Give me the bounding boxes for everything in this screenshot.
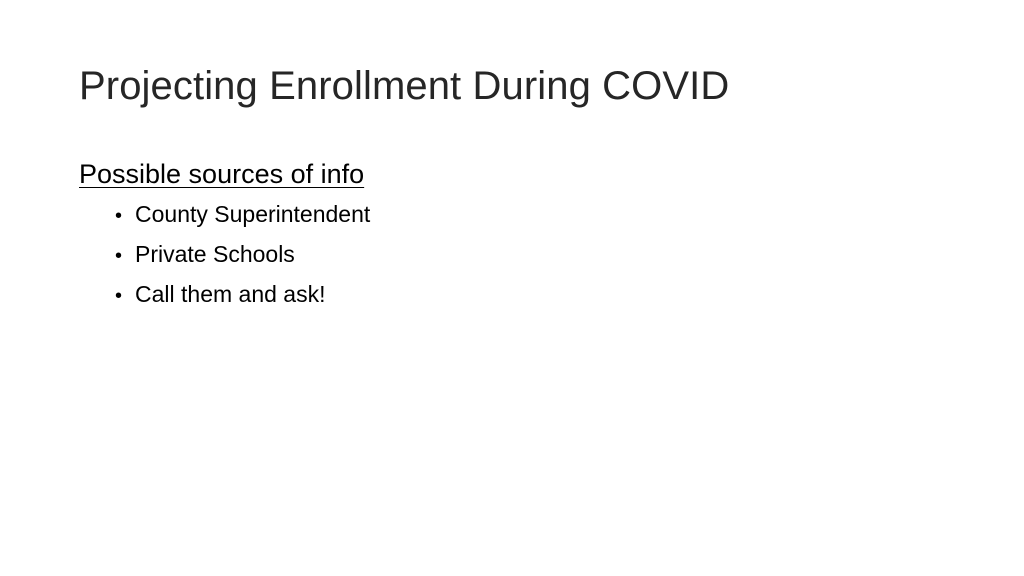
bullet-text: County Superintendent	[135, 201, 371, 227]
bullet-icon: •	[115, 245, 123, 267]
bullet-item	[115, 235, 959, 275]
bullet-icon: •	[115, 285, 123, 307]
bullet-item	[115, 195, 959, 235]
slide-content	[79, 153, 959, 315]
bullet-text: Private Schools	[135, 241, 295, 267]
bullet-item	[115, 275, 959, 315]
bullet-list	[79, 195, 959, 315]
section-heading: Possible sources of info	[79, 159, 365, 189]
bullet-icon: •	[115, 205, 123, 227]
slide-title: Projecting Enrollment During COVID	[79, 64, 730, 108]
bullet-text: Call them and ask!	[135, 281, 326, 307]
